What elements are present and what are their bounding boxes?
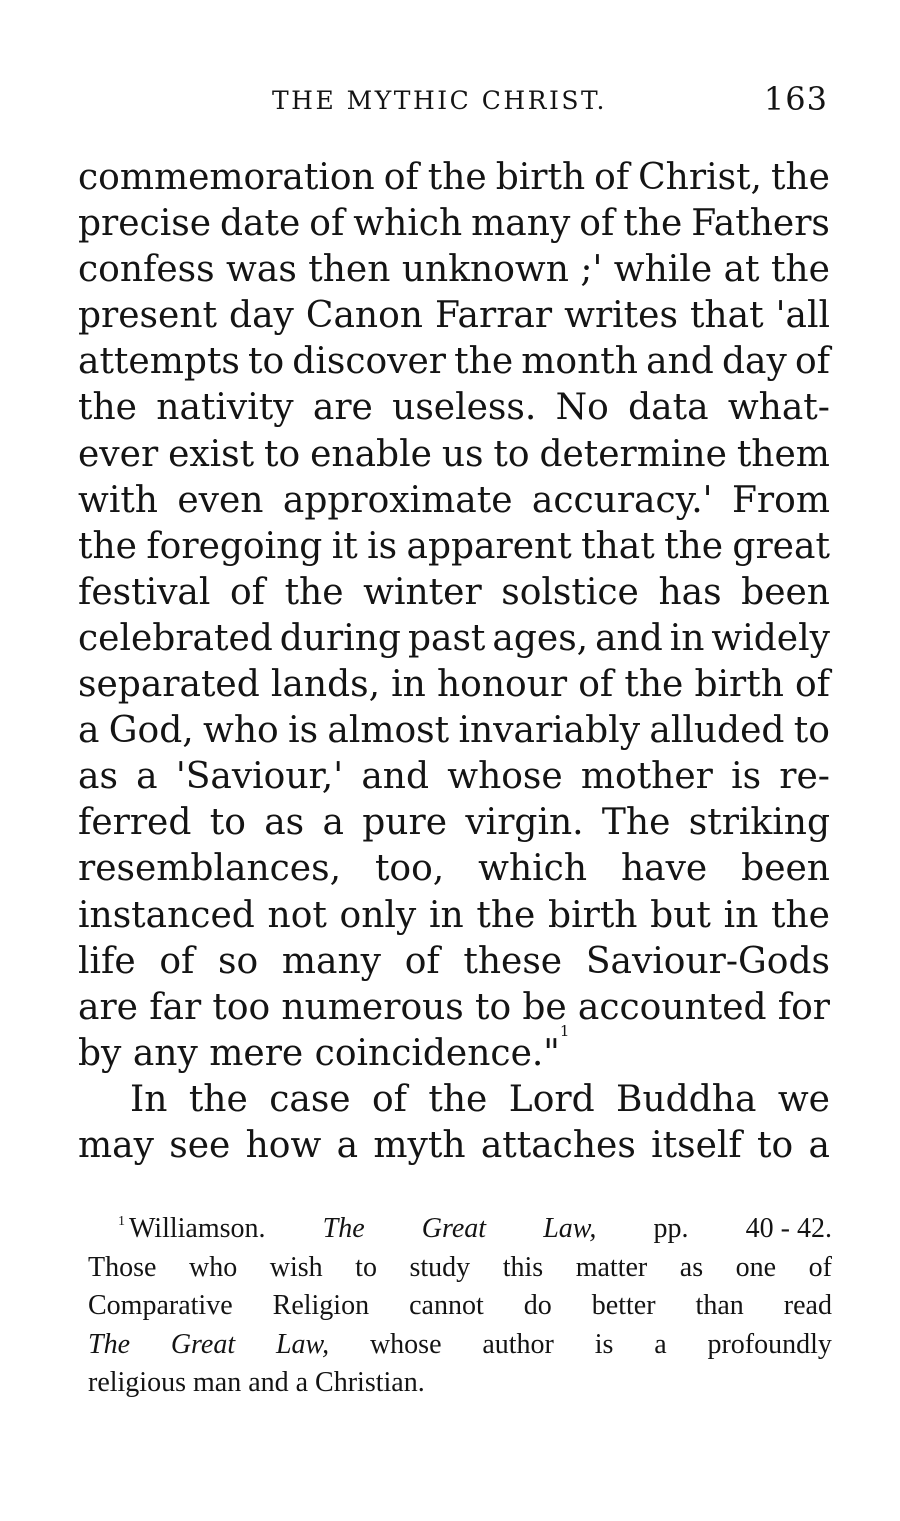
text-line — [78, 432, 830, 478]
word: to — [209, 802, 246, 844]
word: present — [78, 295, 217, 337]
footnote-body — [88, 1249, 832, 1326]
word: Religion — [272, 1290, 370, 1321]
word: of — [579, 203, 615, 245]
word: the — [624, 664, 684, 706]
text-line — [78, 754, 830, 800]
word: the — [664, 525, 724, 567]
paragraph-1-last-line — [78, 1021, 830, 1077]
word: matter — [575, 1251, 648, 1283]
word: writes — [564, 295, 678, 337]
word: accounted — [577, 986, 767, 1028]
word: Buddha — [616, 1078, 757, 1120]
word: Fathers — [691, 203, 830, 245]
word: been — [741, 848, 830, 890]
footnote-author: Williamson. — [129, 1213, 266, 1244]
word: alluded — [649, 710, 785, 752]
word: separated — [78, 664, 260, 706]
word: of — [159, 940, 195, 982]
word: how — [245, 1124, 322, 1166]
word: of — [230, 571, 265, 613]
text-line — [78, 293, 830, 339]
word: so — [218, 940, 259, 982]
word: Farrar — [435, 295, 553, 337]
word: attaches — [480, 1124, 636, 1166]
text-line — [78, 662, 830, 708]
text-line — [78, 570, 830, 616]
text-line — [78, 616, 830, 662]
footnote-line-4 — [88, 1326, 832, 1365]
word: in — [391, 664, 426, 706]
footnote-word: profoundly — [707, 1328, 832, 1360]
word: day — [721, 341, 787, 383]
word: From — [731, 479, 830, 521]
word: ages, — [492, 617, 589, 659]
word: many — [281, 940, 381, 982]
word: day — [229, 295, 294, 337]
word: Canon — [305, 295, 423, 337]
page-header — [0, 80, 900, 126]
word: even — [177, 479, 264, 521]
text-line: by any mere coincidence." — [78, 1032, 560, 1074]
word: the — [770, 894, 830, 936]
word: in — [669, 617, 705, 659]
paragraph-1 — [78, 155, 830, 1031]
word: we — [777, 1078, 830, 1120]
word: the — [476, 894, 536, 936]
word: attempts — [78, 341, 240, 383]
word: many — [471, 203, 571, 245]
word: Those — [88, 1251, 157, 1283]
word: birth — [694, 664, 784, 706]
word: pure — [362, 802, 448, 844]
word: widely — [711, 617, 830, 659]
text-line — [78, 385, 830, 431]
word: itself — [651, 1124, 742, 1166]
text-line — [78, 155, 830, 201]
word: been — [741, 571, 830, 613]
word: birth — [495, 157, 586, 198]
word: Comparative — [88, 1290, 233, 1321]
word: the — [188, 1078, 248, 1120]
word: at — [723, 249, 760, 291]
word: past — [407, 617, 486, 659]
word: but — [650, 894, 711, 936]
text-line — [78, 201, 830, 247]
text-line — [78, 985, 830, 1031]
word: read — [783, 1290, 832, 1321]
word: approximate — [282, 479, 513, 521]
word: birth — [548, 894, 638, 936]
book-title-word: Law, — [275, 1328, 330, 1360]
word: what- — [727, 387, 830, 429]
word: of — [578, 664, 614, 706]
word: in — [428, 894, 464, 936]
word: during — [279, 617, 401, 659]
word: of — [383, 157, 419, 198]
word: have — [620, 848, 708, 890]
book-title-word: The — [88, 1328, 130, 1360]
word: precise — [78, 203, 212, 245]
word: mother — [580, 756, 713, 798]
book-title-word: The — [322, 1213, 365, 1244]
text-line — [78, 1077, 830, 1123]
text-line — [78, 524, 830, 570]
word: to — [493, 433, 530, 475]
word: in — [723, 894, 759, 936]
word: the — [427, 157, 487, 198]
word: confess — [78, 249, 215, 291]
word: myth — [373, 1124, 466, 1166]
word: whose — [447, 756, 563, 798]
word: enable — [310, 433, 432, 475]
page-range: 40 - 42. — [745, 1213, 832, 1244]
text-line — [88, 1287, 832, 1326]
word: foregoing — [146, 525, 323, 567]
word: as — [78, 756, 118, 798]
footnote-word: whose — [369, 1328, 442, 1360]
word: case — [269, 1078, 351, 1120]
word: better — [591, 1290, 656, 1321]
word: the — [284, 571, 344, 613]
word: too — [212, 986, 271, 1028]
word: the — [770, 157, 830, 198]
word: to — [474, 986, 512, 1028]
word: has — [658, 571, 722, 613]
word: of — [404, 940, 440, 982]
body-text — [78, 155, 830, 1169]
text-line — [78, 247, 830, 293]
word: date — [220, 203, 301, 245]
word: who — [188, 1251, 238, 1283]
footnote — [88, 1210, 832, 1403]
word: a — [78, 710, 100, 752]
footnote-mark: 1 — [118, 1214, 125, 1229]
word: which — [478, 848, 588, 890]
word: discover — [292, 341, 447, 383]
word: and — [595, 617, 663, 659]
word: to — [355, 1251, 377, 1283]
word: this — [502, 1251, 544, 1283]
word: 'all — [775, 295, 830, 337]
word: useless. — [392, 387, 537, 429]
word: striking — [688, 802, 830, 844]
word: almost — [327, 710, 450, 752]
word: of — [808, 1251, 832, 1283]
paragraph-2 — [78, 1077, 830, 1169]
text-line — [78, 800, 830, 846]
word: a — [136, 756, 158, 798]
word: with — [78, 479, 158, 521]
word: life — [78, 940, 136, 982]
word: a — [808, 1124, 830, 1166]
word: virgin. — [465, 802, 584, 844]
footnote-word: a — [654, 1328, 667, 1360]
word: great — [732, 525, 830, 567]
word: wish — [269, 1251, 323, 1283]
word: which — [353, 203, 463, 245]
word: these — [463, 940, 563, 982]
word: as — [264, 802, 305, 844]
word: the — [454, 341, 514, 383]
word: 'Saviour,' — [175, 756, 344, 798]
word: winter — [363, 571, 482, 613]
word: solstice — [501, 571, 639, 613]
word: are — [312, 387, 373, 429]
word: do — [523, 1290, 552, 1321]
footnote-citation — [118, 1210, 266, 1249]
word: far — [149, 986, 202, 1028]
book-title-word: Great — [170, 1328, 236, 1360]
word: to — [757, 1124, 794, 1166]
footnote-word: author — [482, 1328, 554, 1360]
word: Christ, — [638, 157, 762, 198]
word: nativity — [156, 387, 294, 429]
word: may — [78, 1124, 154, 1166]
word: be — [522, 986, 567, 1028]
book-title-word: Great — [421, 1213, 487, 1244]
text-line — [78, 339, 830, 385]
word: apparent — [406, 525, 572, 567]
word: and — [646, 341, 714, 383]
word: unknown ;' — [401, 249, 603, 291]
word: lands, — [270, 664, 381, 706]
word: of — [372, 1078, 407, 1120]
word: them — [736, 433, 830, 475]
word: to — [247, 341, 285, 383]
word: of — [795, 664, 830, 706]
word: re- — [779, 756, 830, 798]
word: The — [601, 802, 671, 844]
word: resemblances, — [78, 848, 342, 890]
footnote-reference[interactable]: 1 — [559, 1021, 570, 1040]
word: a — [322, 802, 344, 844]
word: that — [689, 295, 764, 337]
word: then — [308, 249, 391, 291]
word: is — [288, 710, 319, 752]
word: and — [361, 756, 430, 798]
word: while — [613, 249, 713, 291]
word: a — [336, 1124, 359, 1166]
word: to — [793, 710, 830, 752]
word: In — [130, 1078, 168, 1120]
word: month — [521, 341, 638, 383]
footnote-line-1 — [88, 1210, 832, 1249]
word: God, — [108, 710, 194, 752]
word: the — [428, 1078, 488, 1120]
word: the — [78, 387, 137, 429]
word: of — [309, 203, 345, 245]
word: the — [623, 203, 683, 245]
word: only — [339, 894, 417, 936]
word: of — [794, 341, 830, 383]
text-line — [78, 1123, 830, 1169]
footnote-line-5 — [88, 1364, 832, 1403]
book-title-word: Law, — [543, 1213, 597, 1244]
word: the — [770, 249, 830, 291]
word: see — [169, 1124, 231, 1166]
word: determine — [539, 433, 727, 475]
word: us — [441, 433, 484, 475]
word: ever — [78, 433, 159, 475]
text-line — [78, 478, 830, 524]
word: ferred — [78, 802, 192, 844]
word: was — [226, 249, 297, 291]
word: of — [594, 157, 630, 198]
word: data — [628, 387, 709, 429]
word: Saviour-Gods — [585, 940, 830, 982]
word: festival — [78, 571, 211, 613]
word: that — [581, 525, 655, 567]
footnote-word: is — [594, 1328, 614, 1360]
word: commemoration — [78, 157, 375, 198]
page-number: 163 — [763, 80, 828, 118]
text-line: religious man and a Christian. — [88, 1367, 425, 1398]
text-line — [78, 708, 830, 754]
word: is — [367, 525, 398, 567]
word: No — [555, 387, 609, 429]
word: Lord — [508, 1078, 595, 1120]
word: accuracy.' — [531, 479, 713, 521]
running-title: THE MYTHIC CHRIST. — [272, 86, 607, 115]
word: exist — [168, 433, 255, 475]
word: it — [331, 525, 358, 567]
word: numerous — [281, 986, 464, 1028]
word: is — [731, 756, 762, 798]
word: instanced — [78, 894, 255, 936]
pages-label: pp. — [653, 1213, 689, 1244]
word: cannot — [409, 1290, 484, 1321]
word: invariably — [458, 710, 641, 752]
word: celebrated — [78, 617, 273, 659]
word: for — [777, 986, 830, 1028]
word: are — [78, 986, 138, 1028]
word: honour — [436, 664, 568, 706]
text-line — [88, 1249, 832, 1288]
word: who — [203, 710, 279, 752]
word: not — [267, 894, 327, 936]
word: too, — [374, 848, 445, 890]
word: than — [695, 1290, 744, 1321]
word: study — [409, 1251, 471, 1283]
text-line — [78, 939, 830, 985]
word: as — [679, 1251, 704, 1283]
word: the — [78, 525, 137, 567]
text-line — [78, 893, 830, 939]
text-line — [78, 846, 830, 892]
word: one — [735, 1251, 777, 1283]
word: to — [264, 433, 301, 475]
